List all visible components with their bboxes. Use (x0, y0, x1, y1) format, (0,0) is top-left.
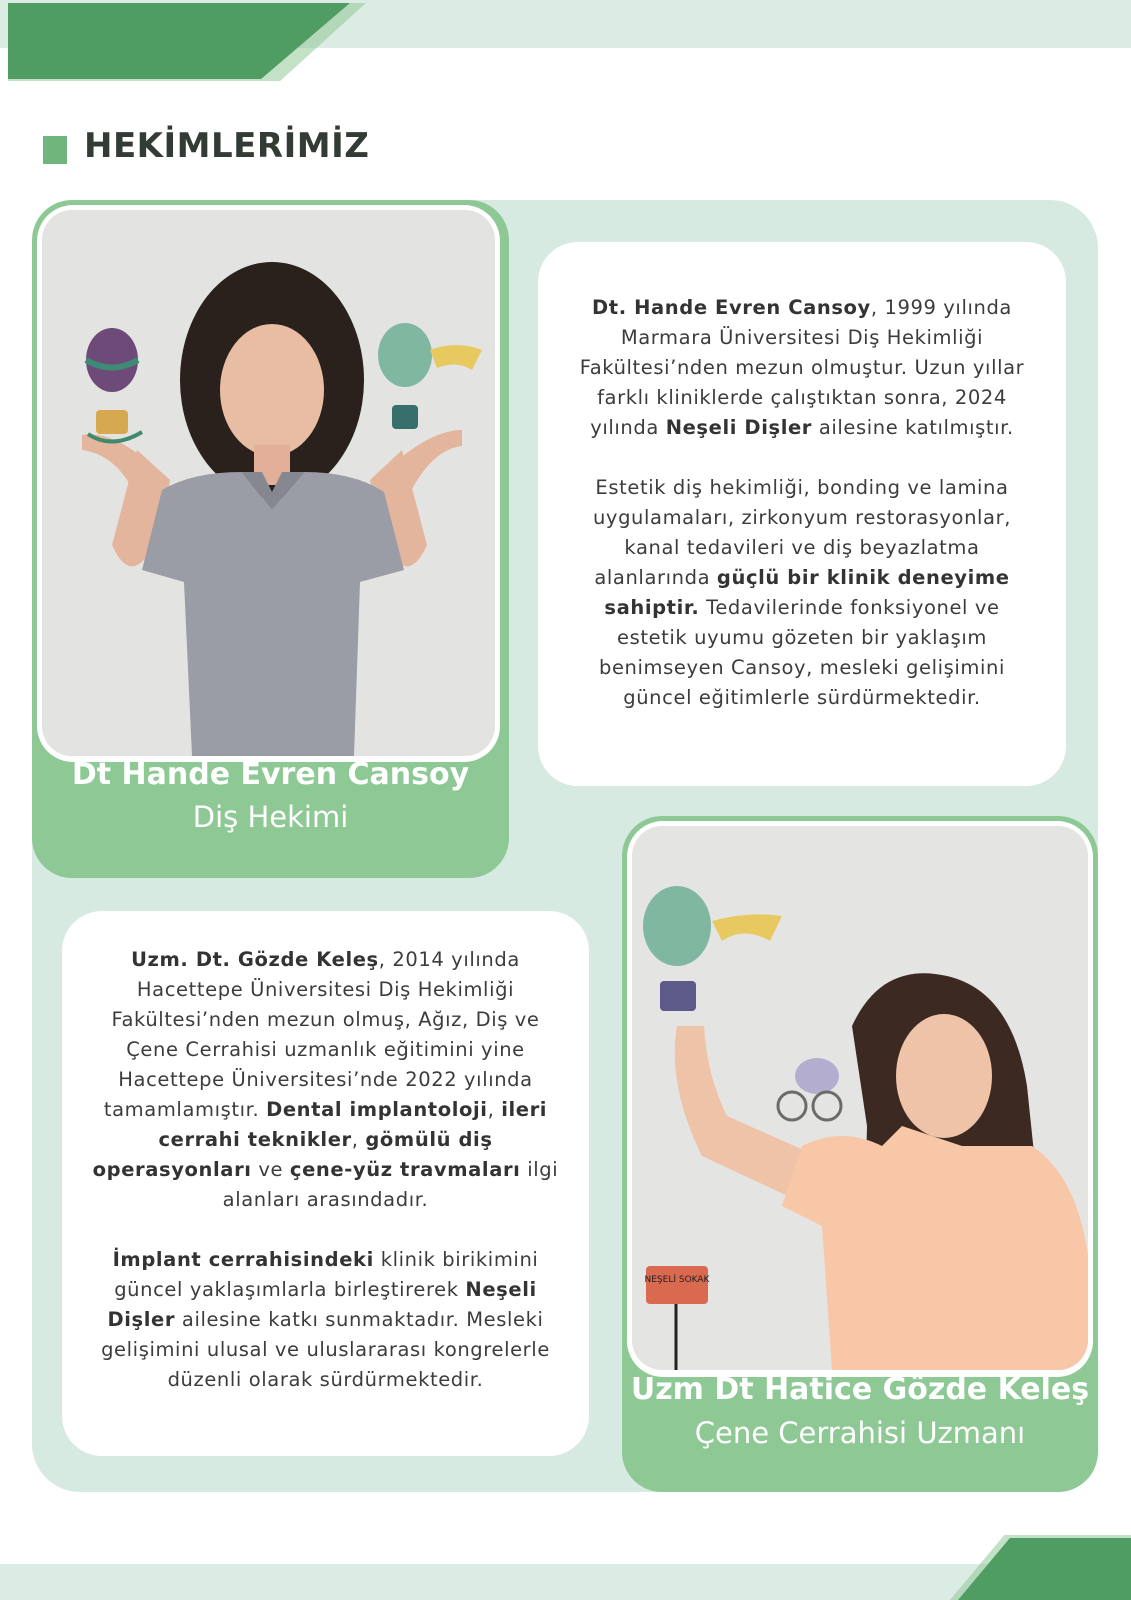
doctor-role: Çene Cerrahisi Uzmanı (694, 1416, 1026, 1450)
bio-highlight: gömülü diş operasyonları (92, 1128, 493, 1181)
bio-highlight: güçlü bir klinik deneyime sahiptir. (604, 566, 1010, 619)
bio-text: ilgi alanları arasındadır. (222, 1158, 559, 1211)
section-title: HEKİMLERİMİZ (84, 126, 370, 166)
bio-highlight: çene-yüz travmaları (289, 1158, 521, 1181)
doctor-photo-cansoy (42, 210, 495, 756)
paragraph-gap (84, 1215, 567, 1245)
bio-text: , (487, 1098, 502, 1121)
bio-highlight: Dental implantoloji (266, 1098, 488, 1121)
paragraph-gap (572, 443, 1032, 473)
bio-text: , 2014 yılında Hacettepe Üniversitesi Diş Hekimliği Fakültesi’nden mezun olmuş, Ağız, Diş ve Çene Cerrahisi uzmanlık eğitimini yine Hacettepe Üniversitesi’nde 2022 yılında tamamlamıştır. (103, 948, 540, 1121)
bio-paragraph (572, 473, 1032, 713)
bio-text: Estetik diş hekimliği, bonding ve lamina uygulamaları, zirkonyum restorasyonlar, kanal tedavileri ve diş beyazlatma alanlarında (592, 476, 1012, 589)
bio-text: ailesine katkı sunmaktadır. Mesleki gelişimini ulusal ve uluslararası kongrelerle düzenli olarak sürdürmektedir. (101, 1308, 550, 1391)
bio-paragraph (84, 1245, 567, 1395)
doctor-name: Dt Hande Evren Cansoy (71, 757, 470, 792)
bio-highlight: İmplant cerrahisindeki (112, 1248, 374, 1271)
bio-text: klinik birikimini güncel yaklaşımlarla birleştirerek (114, 1248, 539, 1301)
doctor-name: Uzm Dt Hatice Gözde Keleş (630, 1372, 1090, 1407)
doctor-photo-keles (632, 826, 1088, 1370)
bio-highlight: Uzm. Dt. Gözde Keleş (131, 948, 379, 971)
bio-paragraph (84, 945, 567, 1215)
top-accent-stripe (8, 3, 350, 79)
doctor-photo-illustration (632, 826, 1088, 1370)
bio-highlight: Neşeli Dişler (107, 1278, 537, 1331)
doctor-bio-cansoy (538, 242, 1066, 786)
section-marker (43, 136, 67, 164)
bio-text: ailesine katılmıştır. (812, 416, 1014, 439)
bio-paragraph (572, 293, 1032, 443)
doctor-card-keles (622, 816, 1098, 1492)
bio-highlight: Neşeli Dişler (665, 416, 813, 439)
bio-highlight: Dt. Hande Evren Cansoy (592, 296, 871, 319)
doctor-bio-keles (62, 911, 589, 1456)
doctor-role: Diş Hekimi (192, 800, 349, 834)
doctor-card-cansoy (32, 200, 509, 878)
bio-highlight: ileri cerrahi teknikler (158, 1098, 548, 1151)
doctor-photo-illustration (42, 210, 495, 756)
bio-text: Tedavilerinde fonksiyonel ve estetik uyumu gözeten bir yaklaşım benimseyen Cansoy, mesleki gelişimini güncel eğitimlerle sürdürmektedir. (598, 596, 1005, 709)
bio-text: , (351, 1128, 366, 1151)
bottom-accent-stripe (958, 1538, 1131, 1600)
street-sign-text: NEŞELİ SOKAK (644, 1275, 710, 1285)
bio-text: , 1999 yılında Marmara Üniversitesi Diş Hekimliği Fakültesi’nden mezun olmuştur. Uzun yıllar farklı kliniklerde çalıştıktan sonra, 2024 yılında (579, 296, 1025, 439)
bio-text: ve (251, 1158, 290, 1181)
